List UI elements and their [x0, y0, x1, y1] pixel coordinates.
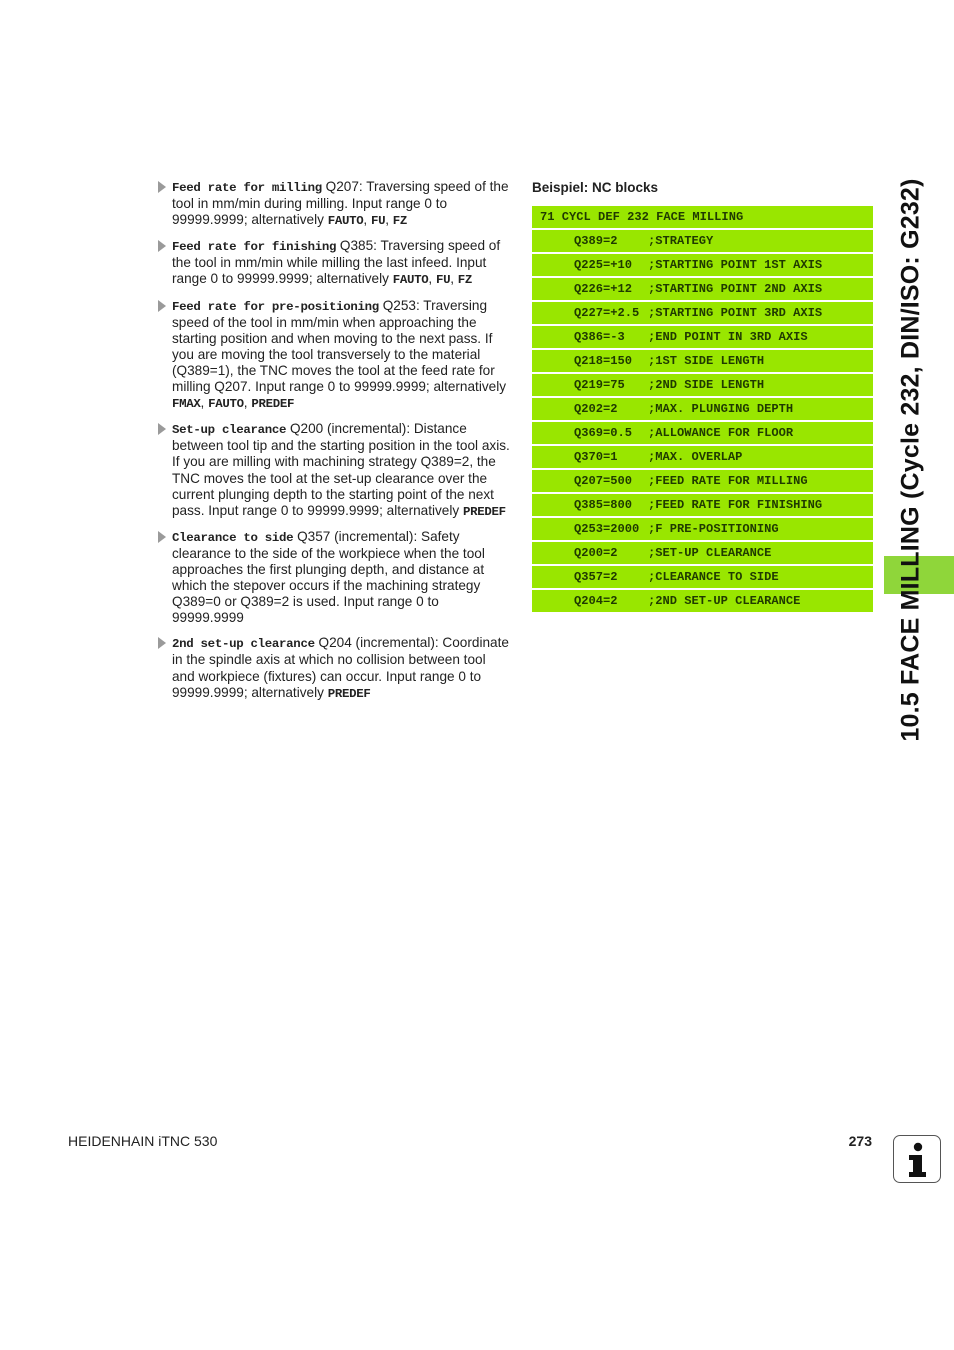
nc-row [532, 446, 873, 468]
nc-comment: ;SET-UP CLEARANCE [648, 546, 772, 560]
param-alt: PREDEF [462, 504, 506, 519]
nc-param: Q225=+10 [574, 258, 633, 272]
nc-param: Q385=800 [574, 498, 633, 512]
nc-comment: ;CLEARANCE TO SIDE [648, 570, 779, 584]
param-name: Feed rate for milling [172, 181, 322, 195]
page-number: 273 [848, 1133, 872, 1149]
nc-param: Q357=2 [574, 570, 618, 584]
triangle-bullet-icon [158, 531, 166, 543]
nc-param: Q386=-3 [574, 330, 625, 344]
nc-row [532, 302, 873, 324]
nc-comment: ;MAX. PLUNGING DEPTH [648, 402, 794, 416]
param-alt: FZ [392, 214, 408, 229]
chapter-side-title [884, 180, 938, 740]
parameter-list [158, 179, 512, 711]
nc-comment: ;2ND SIDE LENGTH [648, 378, 765, 392]
triangle-bullet-icon [158, 181, 166, 193]
nc-row [532, 278, 873, 300]
chapter-side-title-text: 10.5 FACE MILLING (Cycle 232, DIN/ISO: G232) [896, 178, 925, 742]
nc-comment: ;MAX. OVERLAP [648, 450, 743, 464]
param-q: Q207 [325, 179, 359, 194]
param-name: 2nd set-up clearance [172, 637, 315, 652]
nc-param: Q370=1 [574, 450, 618, 464]
param-q: Q385 [339, 238, 374, 254]
nc-first-line: 71 CYCL DEF 232 FACE MILLING [532, 206, 873, 228]
nc-param: Q218=150 [574, 354, 633, 368]
param-alt: FAUTO [392, 273, 429, 288]
nc-row [532, 230, 873, 252]
triangle-bullet-icon [158, 240, 166, 252]
nc-comment: ;F PRE-POSITIONING [648, 522, 779, 536]
info-icon [893, 1135, 941, 1183]
nc-row [532, 422, 873, 444]
param-item: Feed rate for milling Q207: Traversing speed of the tool in mm/min during milling. Input range 0 to 99999.9999; alternatively FAUTO, FU, FZ [158, 179, 512, 229]
nc-comment: ;END POINT IN 3RD AXIS [648, 330, 808, 344]
nc-param: Q204=2 [574, 594, 618, 608]
nc-row [532, 254, 873, 276]
nc-comment: ;2ND SET-UP CLEARANCE [648, 594, 801, 608]
nc-comment: ;STARTING POINT 2ND AXIS [648, 282, 823, 296]
param-q: Q204 [318, 635, 352, 651]
param-name: Clearance to side [172, 530, 294, 545]
param-item [158, 635, 512, 701]
nc-param: Q219=75 [574, 378, 625, 392]
nc-row [532, 590, 873, 612]
nc-comment: ;STARTING POINT 1ST AXIS [648, 258, 823, 272]
param-desc: : Traversing speed of the tool in mm/min when approaching the starting position and when moving to the next pass. If you are moving the tool transversely to the material (Q389=1), the TNC moves the tool at the feed rate for milling Q207. Input range 0 to 99999.9999; alternatively [172, 297, 507, 395]
param-name: Set-up clearance [172, 423, 287, 438]
param-alt: PREDEF [251, 397, 295, 412]
param-alt: FU [370, 214, 386, 229]
param-alt: PREDEF [327, 686, 371, 701]
nc-comment: ;STRATEGY [648, 234, 714, 248]
footer-product: HEIDENHAIN iTNC 530 [68, 1133, 218, 1149]
param-desc: (incremental): Coordinate in the spindle axis at which no collision between tool and workpiece (fixtures) can occur. Input range 0 to 99999.9999; alternatively [172, 635, 509, 700]
nc-rows [532, 230, 873, 612]
param-desc: : Traversing speed of the tool in mm/min while milling the last infeed. Input range 0 to 99999.9999; alternatively [172, 238, 501, 287]
nc-param: Q253=2000 [574, 522, 640, 536]
nc-param: Q202=2 [574, 402, 618, 416]
param-q: Q200 [289, 421, 324, 437]
nc-row [532, 398, 873, 420]
param-item: Feed rate for finishing Q385: Traversing speed of the tool in mm/min while milling the last infeed. Input range 0 to 99999.9999; alternatively FAUTO, FU, FZ [158, 238, 512, 288]
nc-row [532, 566, 873, 588]
nc-comment: ;FEED RATE FOR MILLING [648, 474, 808, 488]
nc-row [532, 470, 873, 492]
param-alt: FAUTO [208, 397, 244, 412]
param-desc: : Traversing speed of the tool in mm/min during milling. Input range 0 to 99999.9999; alternatively [172, 179, 509, 228]
nc-param: Q369=0.5 [574, 426, 633, 440]
param-alt: FZ [457, 273, 473, 288]
param-q: Q253 [382, 297, 416, 313]
param-item [158, 421, 512, 520]
nc-row [532, 518, 873, 540]
nc-comment: ;FEED RATE FOR FINISHING [648, 498, 823, 512]
param-q: Q357 [297, 528, 331, 544]
nc-example [532, 179, 873, 614]
param-item: Feed rate for pre-positioning Q253: Traversing speed of the tool in mm/min when approaching the starting position and when moving to the next pass. If you are moving the tool transversely to the material (Q389=1), the TNC moves the tool at the feed rate for milling Q207. Input range 0 to 99999.9999; alternatively FMAX, FAUTO, PREDEF [158, 298, 512, 413]
triangle-bullet-icon [158, 637, 166, 649]
param-alt: FU [435, 273, 451, 288]
nc-comment: ;STARTING POINT 3RD AXIS [648, 306, 823, 320]
param-desc: (incremental): Safety clearance to the side of the workpiece when the tool approaches the first plunging depth, and distance at which the stepover occurs if the machining strategy Q389=0 or Q389=2 is used. Input range 0 to 99999.9999 [172, 528, 485, 626]
param-desc: (incremental): Distance between tool tip and the starting position in the tool axis. If you are milling with machining strategy Q389=2, the TNC moves the tool at the set-up clearance over the current plunging depth to the starting point of the next pass. Input range 0 to 99999.9999; alternatively [172, 421, 510, 518]
nc-param: Q200=2 [574, 546, 618, 560]
nc-comment: ;1ST SIDE LENGTH [648, 354, 765, 368]
param-alt: FAUTO [327, 214, 364, 229]
param-item [158, 529, 512, 627]
nc-param: Q389=2 [574, 234, 618, 248]
nc-param: Q226=+12 [574, 282, 633, 296]
nc-row [532, 542, 873, 564]
nc-param: Q207=500 [574, 474, 633, 488]
nc-row [532, 350, 873, 372]
nc-param: Q227=+2.5 [574, 306, 640, 320]
nc-comment: ;ALLOWANCE FOR FLOOR [648, 426, 794, 440]
param-alt: FMAX [172, 397, 201, 412]
param-name: Feed rate for pre-positioning [172, 299, 379, 314]
nc-heading: Beispiel: NC blocks [532, 180, 659, 195]
nc-row [532, 494, 873, 516]
triangle-bullet-icon [158, 423, 166, 435]
nc-row [532, 326, 873, 348]
nc-row [532, 374, 873, 396]
param-name: Feed rate for finishing [172, 240, 337, 255]
triangle-bullet-icon [158, 300, 166, 312]
